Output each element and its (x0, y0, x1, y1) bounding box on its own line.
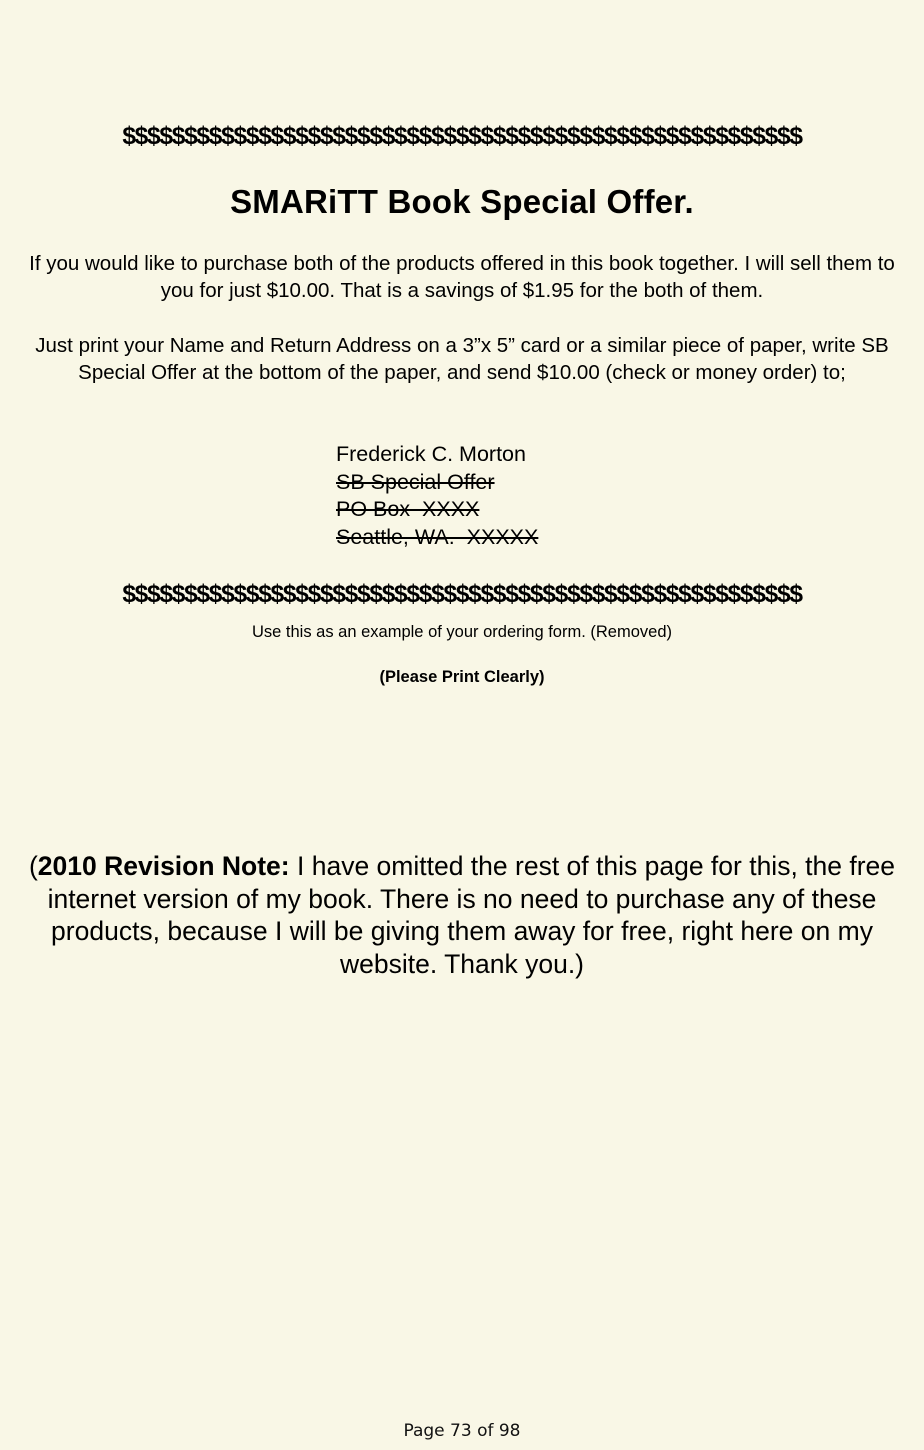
offer-paragraph: If you would like to purchase both of the products offered in this book together. I will sell them to you for just $10.00. That is a savings of $1.95 for the both of them. (29, 252, 895, 302)
mailing-address (336, 441, 538, 551)
page-title: SMARiTT Book Special Offer. (230, 183, 694, 220)
dollar-divider-top: $$$$$$$$$$$$$$$$$$$$$$$$$$$$$$$$$$$$$$$$$$$$$$$$$$$$$$$ (122, 122, 802, 150)
revision-note-open-paren: ( (28, 851, 38, 881)
dollar-divider-bottom: $$$$$$$$$$$$$$$$$$$$$$$$$$$$$$$$$$$$$$$$$$$$$$$$$$$$$$$ (122, 580, 802, 608)
page-number: Page 73 of 98 (403, 1421, 521, 1441)
revision-note-text: I have omitted the rest of this page for this, the free internet version of my book. There is no need to purchase any of these products, because I will be giving them away for free, right here on my website. Thank you.) (47, 851, 896, 979)
revision-note-label: 2010 Revision Note: (37, 851, 290, 881)
order-form-caption: Use this as an example of your ordering form. (Removed) (251, 623, 672, 641)
address-line-struck: Seattle, WA. XXXXX (336, 524, 539, 549)
print-clearly-instruction: (Please Print Clearly) (379, 668, 545, 686)
instructions-paragraph: Just print your Name and Return Address on a 3”x 5” card or a similar piece of paper, write SB Special Offer at the bottom of the paper, and send $10.00 (check or money order) to; (35, 334, 889, 384)
revision-note (0, 850, 924, 980)
address-line-struck: PO Box XXXX (336, 497, 480, 521)
address-line-struck: SB Special Offer (336, 469, 495, 494)
address-name: Frederick C. Morton (336, 442, 526, 466)
